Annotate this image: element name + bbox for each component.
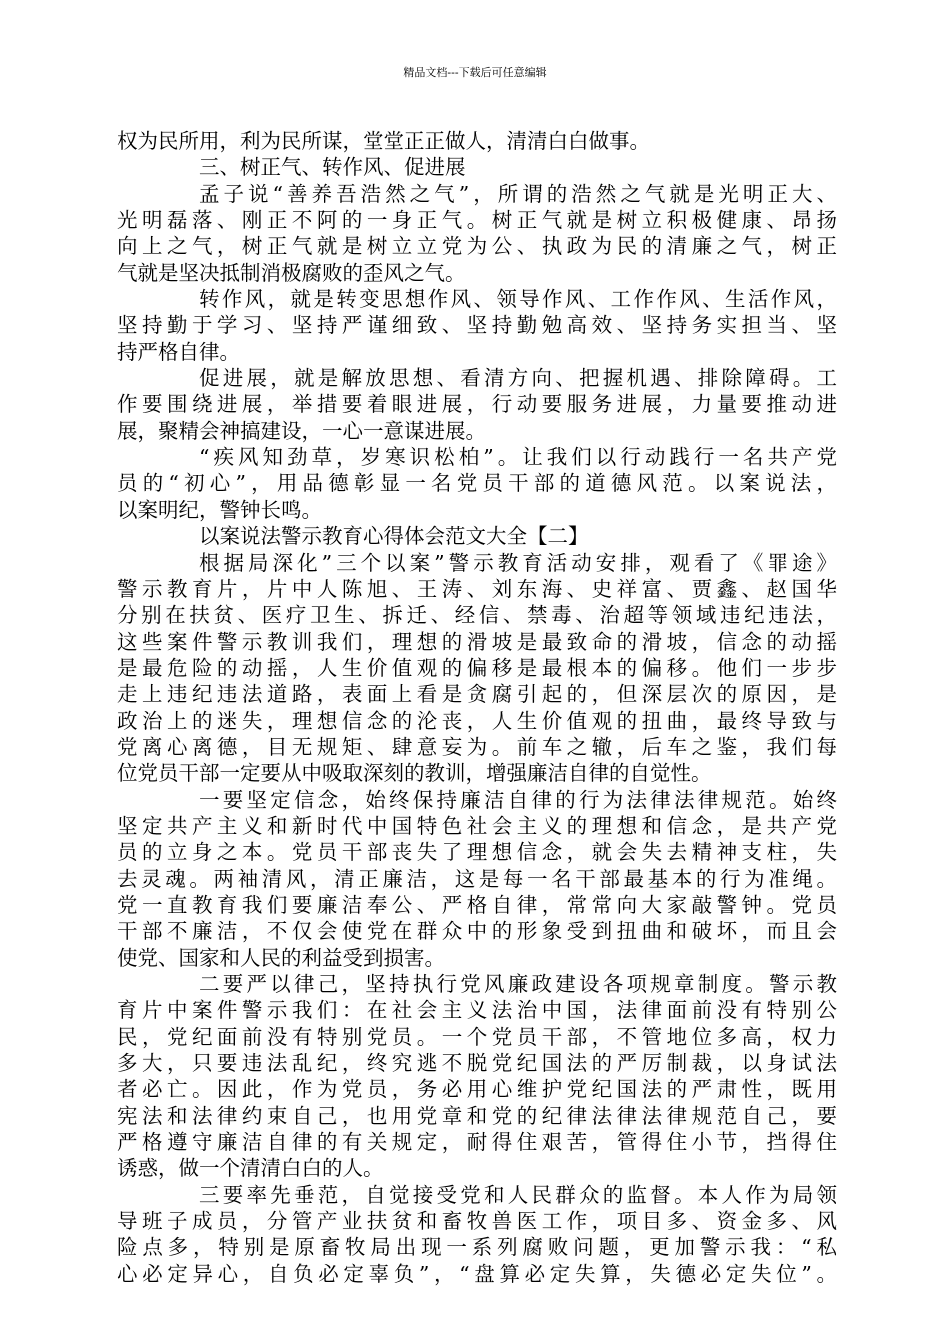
section-heading: 三、树正气、转作风、促进展 (199, 155, 466, 180)
text-line: 一要坚定信念，始终保持廉洁自律的行为法律法律规范。始终 (199, 787, 837, 812)
text-line: 分别在扶贫、医疗卫生、拆迁、经信、禁毒、治超等领域违纪违法， (117, 603, 837, 628)
text-line: 去灵魂。两袖清风，清正廉洁，这是每一名干部最基本的行为准绳。 (117, 866, 837, 891)
text-line: 孟子说“善养吾浩然之气”，所谓的浩然之气就是光明正大、 (199, 181, 837, 206)
text-line: 是最危险的动摇，人生价值观的偏移是最根本的偏移。他们一步步 (117, 655, 837, 680)
text-line: 坚持勤于学习、坚持严谨细致、坚持勤勉高效、坚持务实担当、坚 (117, 313, 837, 338)
text-line: 光明磊落、刚正不阿的一身正气。树正气就是树立积极健康、昂扬 (117, 208, 837, 233)
text-line: 宪法和法律约束自己，也用党章和党的纪律法律法律规范自己，要 (117, 1103, 837, 1128)
text-line: 诱惑，做一个清清白白的人。 (117, 1156, 384, 1181)
text-line: 党离心离德，目无规矩、肆意妄为。前车之辙，后车之鉴，我们每 (117, 734, 837, 759)
text-line: “疾风知劲草，岁寒识松柏”。让我们以行动践行一名共产党 (199, 445, 837, 470)
text-line: 根据局深化”三个以案”警示教育活动安排，观看了《罪途》 (199, 550, 837, 575)
text-line: 三要率先垂范，自觉接受党和人民群众的监督。本人作为局领 (199, 1182, 837, 1207)
document-body (117, 128, 837, 1287)
text-line: 走上违纪违法道路，表面上看是贪腐引起的，但深层次的原因，是 (117, 682, 837, 707)
text-line: 气就是坚决抵制消极腐败的歪风之气。 (117, 260, 466, 285)
text-line: 员的“初心”，用品德彰显一名党员干部的道德风范。以案说法， (117, 471, 837, 496)
text-line: 育片中案件警示我们：在社会主义法治中国，法律面前没有特别公 (117, 998, 837, 1023)
text-line: 位党员干部一定要从中吸取深刻的教训，增强廉洁自律的自觉性。 (117, 761, 712, 786)
text-line: 多大，只要违法乱纪，终究逃不脱党纪国法的严厉制裁，以身试法 (117, 1051, 837, 1076)
text-line: 使党、国家和人民的利益受到损害。 (117, 945, 445, 970)
text-line: 向上之气，树正气就是树立立党为公、执政为民的清廉之气，树正 (117, 234, 837, 259)
text-line: 者必亡。因此，作为党员，务必用心维护党纪国法的严肃性，既用 (117, 1077, 837, 1102)
text-line: 民，党纪面前没有特别党员。一个党员干部，不管地位多高，权力 (117, 1024, 837, 1049)
text-line: 以案明纪，警钟长鸣。 (117, 497, 322, 522)
text-line: 政治上的迷失，理想信念的沦丧，人生价值观的扭曲，最终导致与 (117, 708, 837, 733)
text-line: 党一直教育我们要廉洁奉公、严格自律，常常向大家敲警钟。党员 (117, 892, 837, 917)
text-line: 干部不廉洁，不仅会使党在群众中的形象受到扭曲和破坏，而且会 (117, 919, 837, 944)
text-line: 员的立身之本。党员干部丧失了理想信念，就会失去精神支柱，失 (117, 840, 837, 865)
text-line: 导班子成员，分管产业扶贫和畜牧兽医工作，项目多、资金多、风 (117, 1209, 837, 1234)
text-line: 转作风，就是转变思想作风、领导作风、工作作风、生活作风， (199, 287, 837, 312)
text-line: 这些案件警示教训我们，理想的滑坡是最致命的滑坡，信念的动摇 (117, 629, 837, 654)
text-line: 二要严以律己，坚持执行党风廉政建设各项规章制度。警示教 (199, 972, 837, 996)
text-line: 展，聚精会神搞建设，一心一意谋进展。 (117, 418, 486, 443)
text-line: 持严格自律。 (117, 339, 240, 364)
page-header: 精品文档---下载后可任意编辑 (403, 66, 547, 79)
text-line: 心必定异心，自负必定辜负”，“盘算必定失算，失德必定失位”。 (117, 1261, 837, 1286)
text-line: 严格遵守廉洁自律的有关规定，耐得住艰苦，管得住小节，挡得住 (117, 1130, 837, 1155)
text-line: 权为民所用，利为民所谋，堂堂正正做人，清清白白做事。 (117, 129, 650, 153)
text-line: 险点多，特别是原畜牧局出现一系列腐败问题，更加警示我：“私 (117, 1235, 837, 1260)
text-line: 作要围绕进展，举措要着眼进展，行动要服务进展，力量要推动进 (117, 392, 837, 417)
text-line: 坚定共产主义和新时代中国特色社会主义的理想和信念，是共产党 (117, 813, 837, 838)
section-heading: 以案说法警示教育心得体会范文大全【二】 (199, 524, 589, 549)
text-line: 警示教育片，片中人陈旭、王涛、刘东海、史祥富、贾鑫、赵国华 (117, 576, 837, 601)
text-line: 促进展，就是解放思想、看清方向、把握机遇、排除障碍。工 (199, 366, 837, 391)
